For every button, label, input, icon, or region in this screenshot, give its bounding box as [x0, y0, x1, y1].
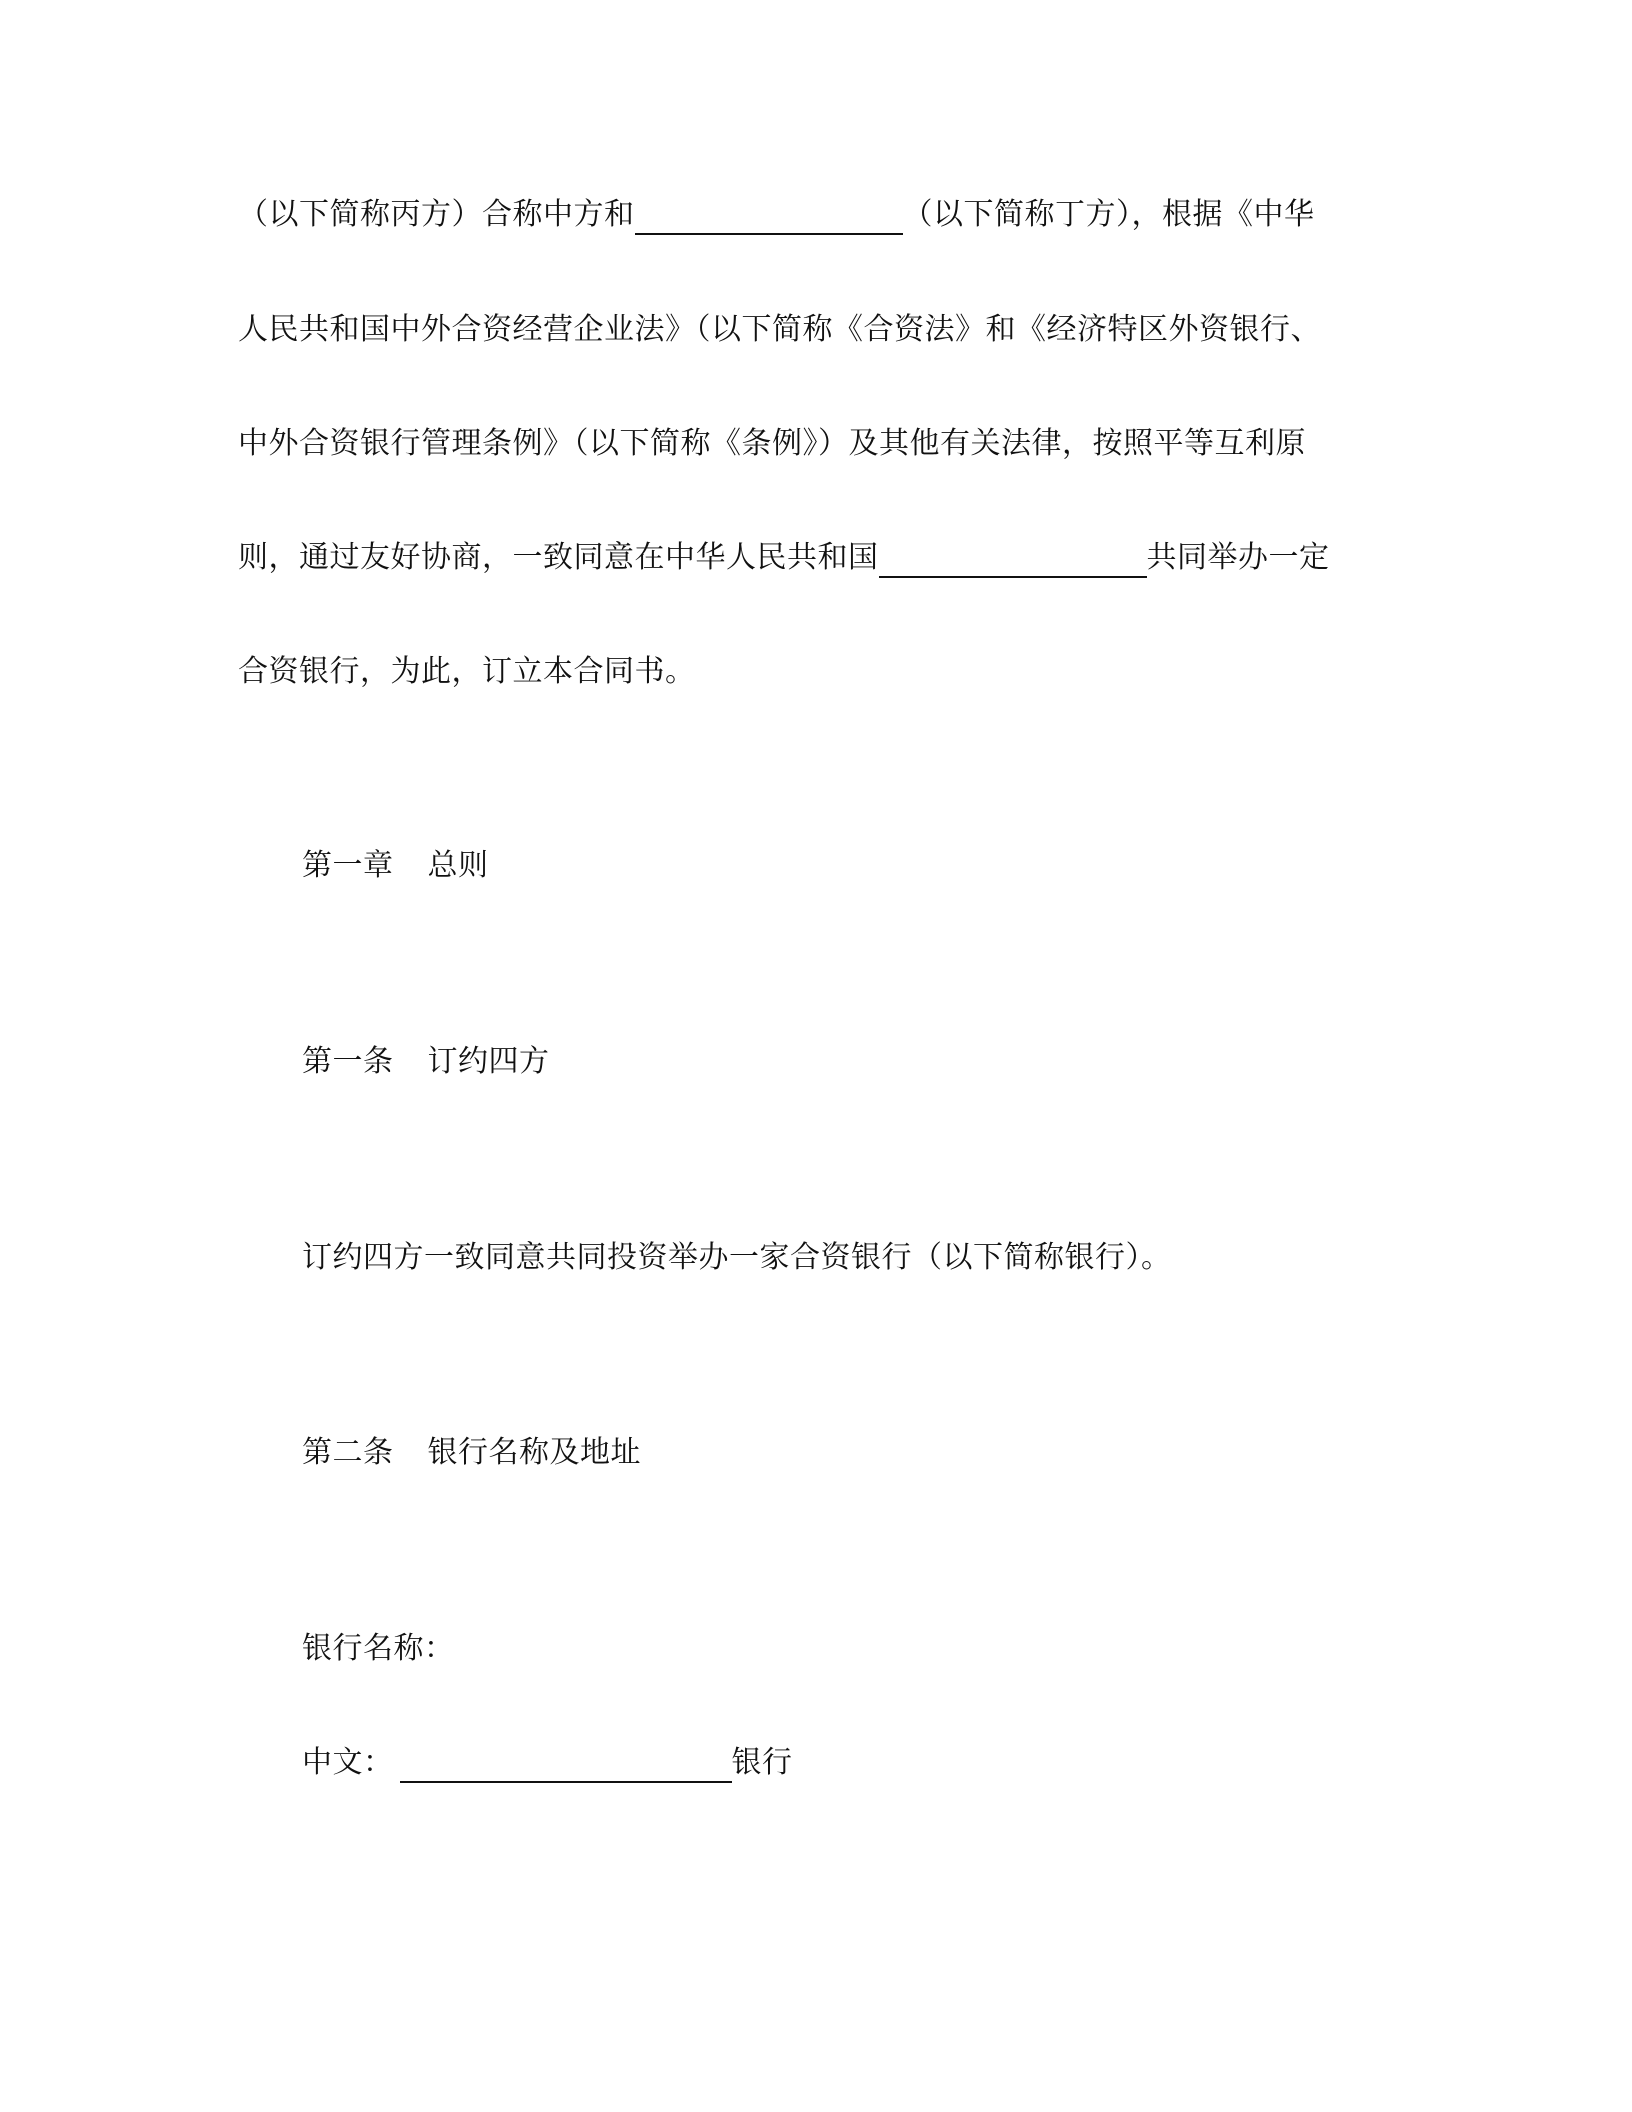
chinese-suffix: 银行	[731, 1745, 793, 1780]
bank-name-label-text: 银行名称：	[302, 1631, 455, 1666]
location-blank[interactable]	[879, 542, 1147, 578]
intro-text: （以下简称丙方）合称中方和	[238, 197, 635, 232]
bank-name-label	[302, 1629, 455, 1669]
intro-text: 中外合资银行管理条例》（以下简称《条例》）及其他有关法律，按照平等互利原	[238, 426, 1306, 461]
chinese-bank-name-blank[interactable]	[400, 1747, 732, 1783]
article-1-body	[302, 1238, 1172, 1278]
intro-line-1	[238, 195, 1315, 235]
chinese-label: 中文：	[302, 1745, 394, 1780]
article-title: 订约四方	[427, 1044, 550, 1079]
party-d-blank[interactable]	[635, 199, 903, 235]
intro-line-4	[238, 538, 1330, 578]
intro-line-5	[238, 652, 696, 692]
article-title: 银行名称及地址	[427, 1435, 641, 1470]
intro-line-3	[238, 424, 1306, 464]
intro-text: 则，通过友好协商，一致同意在中华人民共和国	[238, 540, 879, 575]
article-1-heading	[302, 1042, 550, 1082]
article-body-text: 订约四方一致同意共同投资举办一家合资银行（以下简称银行）。	[302, 1240, 1172, 1275]
intro-text: （以下简称丁方），根据《中华	[902, 197, 1315, 232]
intro-text: 共同举办一定	[1146, 540, 1330, 575]
article-number: 第一条	[302, 1044, 394, 1079]
intro-text: 人民共和国中外合资经营企业法》（以下简称《合资法》和《经济特区外资银行、	[238, 312, 1321, 347]
chapter-1-heading	[302, 846, 489, 886]
intro-line-2	[238, 310, 1321, 350]
chinese-name-line	[302, 1743, 793, 1783]
chapter-title: 总则	[427, 848, 489, 883]
chapter-number: 第一章	[302, 848, 394, 883]
article-2-heading	[302, 1433, 641, 1473]
article-number: 第二条	[302, 1435, 394, 1470]
intro-text: 合资银行，为此，订立本合同书。	[238, 654, 696, 689]
